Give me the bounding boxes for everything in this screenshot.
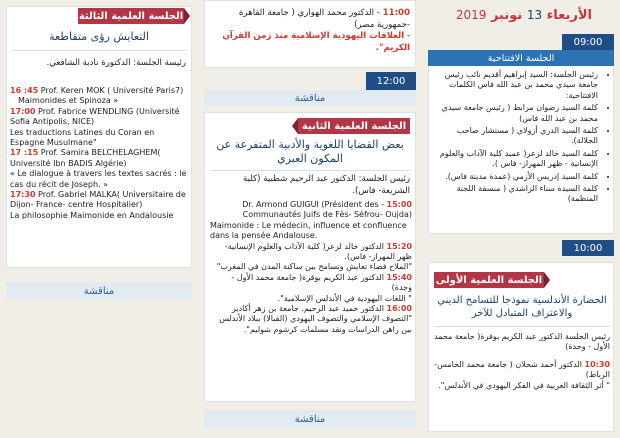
session-2-chair: رئيس الجلسة: الدكتور عبد الرحيم شطبية (كلية الشريعة- فاس). <box>243 174 410 196</box>
list-item: 17:30 Prof. Gabriel MALKA( Universitaire de Dijon- France- centre Hospitalier) <box>10 189 186 210</box>
session-1-title: الحضارة الأندلسية نموذجا للتسامح الديني والاعتراف المتبادل للآخر <box>437 295 607 319</box>
session-1-chair: رئيس الجلسة الدكتور عبد الكريم بوفرة( جامعة محمد الأول - وجدة) <box>434 332 610 352</box>
middle-column <box>198 0 422 438</box>
list-item: - العلاقات اليهودية الإسلامية منذ زمن القرآن الكريم". <box>222 31 410 53</box>
list-item: La philosophie Maimonide en Andalousie <box>10 210 174 220</box>
list-item: 10:30 الدكتور أحمد شحلان ( جامعة محمد الخامس- الرباط) <box>434 360 610 380</box>
list-item: • كلمة السيد الدري أزولاي ( مستشار صاحب الجلالة). <box>434 126 598 147</box>
opening-items <box>434 70 610 207</box>
list-item: • كلمة السيد رضوان مرابط ( رئيس جامعة سيدي محمد بن عبد الله فاس) <box>434 103 598 124</box>
session-1-items <box>434 360 610 391</box>
list-item: 16 :45 Prof. Keren MOK ( Université Paris7) <box>10 86 184 95</box>
left-column <box>0 0 198 438</box>
list-item: Maimonides et Spinoza » <box>18 96 119 106</box>
list-item: "التصوف الإسلامي والتصوف اليهودي (القبالا) ببلاد الأندلس بين راهن الدراسات ونقد مسلمات كرشوم شوليم". <box>219 314 412 334</box>
list-item: 17:00 Prof. Fabrice WENDLING (Université Sofia Antipolis, NICE) <box>10 106 180 127</box>
list-item: • كلمة السيدة سناء الراشدي ( منسقة اللجنة المنظمة) <box>434 184 598 205</box>
time-band-1200: 12:00 <box>366 72 416 90</box>
list-item: • رئيس الجلسة: السيد إبراهيم أقديم نائب رئيس جامعة سيدي محمد بن عبد الله فاس الكلمات الافتتاحية: <box>434 70 598 101</box>
discussion-band: مناقشة <box>204 90 416 106</box>
list-item: • كلمة السيد إدريس الأزمي (عمدة مدينة فاس). <box>434 172 598 182</box>
time-band-0900: 09:00 <box>562 34 614 50</box>
list-item: 16:00 الدكتور حميد عبد الرحيم. جامعة بن زهر أكادير <box>231 303 412 313</box>
session-3-items <box>10 86 190 221</box>
date-header: الأربعاء 13 نونبر 2019 <box>455 8 592 23</box>
session-3-tab: الجلسة العلمية الثالثة <box>78 8 184 24</box>
top-items <box>210 8 410 54</box>
session-3-title: التعايش رؤى متقاطعة <box>49 30 149 43</box>
time-band-1000: 10:00 <box>562 240 614 256</box>
opening-label: الجلسة الافتتاحية <box>428 50 614 66</box>
list-item: " اللغات اليهودية في الأندلس الإسلامية". <box>277 293 412 303</box>
session-1-tab: الجلسة العلمية الأولى <box>434 272 544 288</box>
session-3-chair: رئيسة الجلسة: الدكتورة نادية الشافعي. <box>46 58 186 68</box>
list-item: 11:00 - الدكتور محمد الهواري ( جامعة القاهرة -جمهورية مصر) <box>238 8 410 30</box>
session-2-title: بعض القضايا اللغوية والأدبية المتفرعة عن المكون العبري <box>216 138 404 166</box>
list-item: 15:00 - Dr. Armond GUIGUI (Président des Communautés Juifs de Fès- Séfrou- Oujda) <box>242 200 412 220</box>
list-item: Les traductions Latines du Coran en Espagne Musulmane" <box>10 127 155 147</box>
discussion-band: مناقشة <box>204 410 416 428</box>
list-item: " أثر الثقافة العربية في الفكر اليهودي في الأندلس". <box>438 380 610 390</box>
list-item: « Le dialogue à travers les textes sacrés : le cas du récit de Joseph. » <box>10 169 187 189</box>
session-2-items <box>210 200 412 335</box>
discussion-band: مناقشة <box>6 282 192 300</box>
list-item: • كلمة السيد خالد لزعر( عميد كلية الآداب والعلوم الإنسانية - ظهر المهراز- فاس ). <box>434 149 598 170</box>
list-item: "الملاح فضاء تعايش وتسامح بين ساكنة المدن في المغرب" <box>216 262 412 272</box>
divider <box>210 170 410 171</box>
list-item: 15:20 الدكتور خالد لزعر( كلية الآداب والعلوم الإنسانية- ظهر المهراز- فاس). <box>224 241 412 261</box>
divider <box>434 326 610 327</box>
divider <box>12 50 186 51</box>
list-item: 15:40 الدكتور عبد الكريم بوفرة( جامعة محمد الأول - وجدة) <box>231 272 412 293</box>
session-2-tab: الجلسة العلمية الثانية <box>298 118 410 134</box>
list-item: 17 :15 Prof. Samira BELCHELAGHEM( Université Ibn BADIS Algérie) <box>10 148 161 168</box>
list-item: Maimonide : Le médecin, influence et confluence dans la pensée Andalouse. <box>210 220 407 241</box>
right-column <box>422 0 620 438</box>
